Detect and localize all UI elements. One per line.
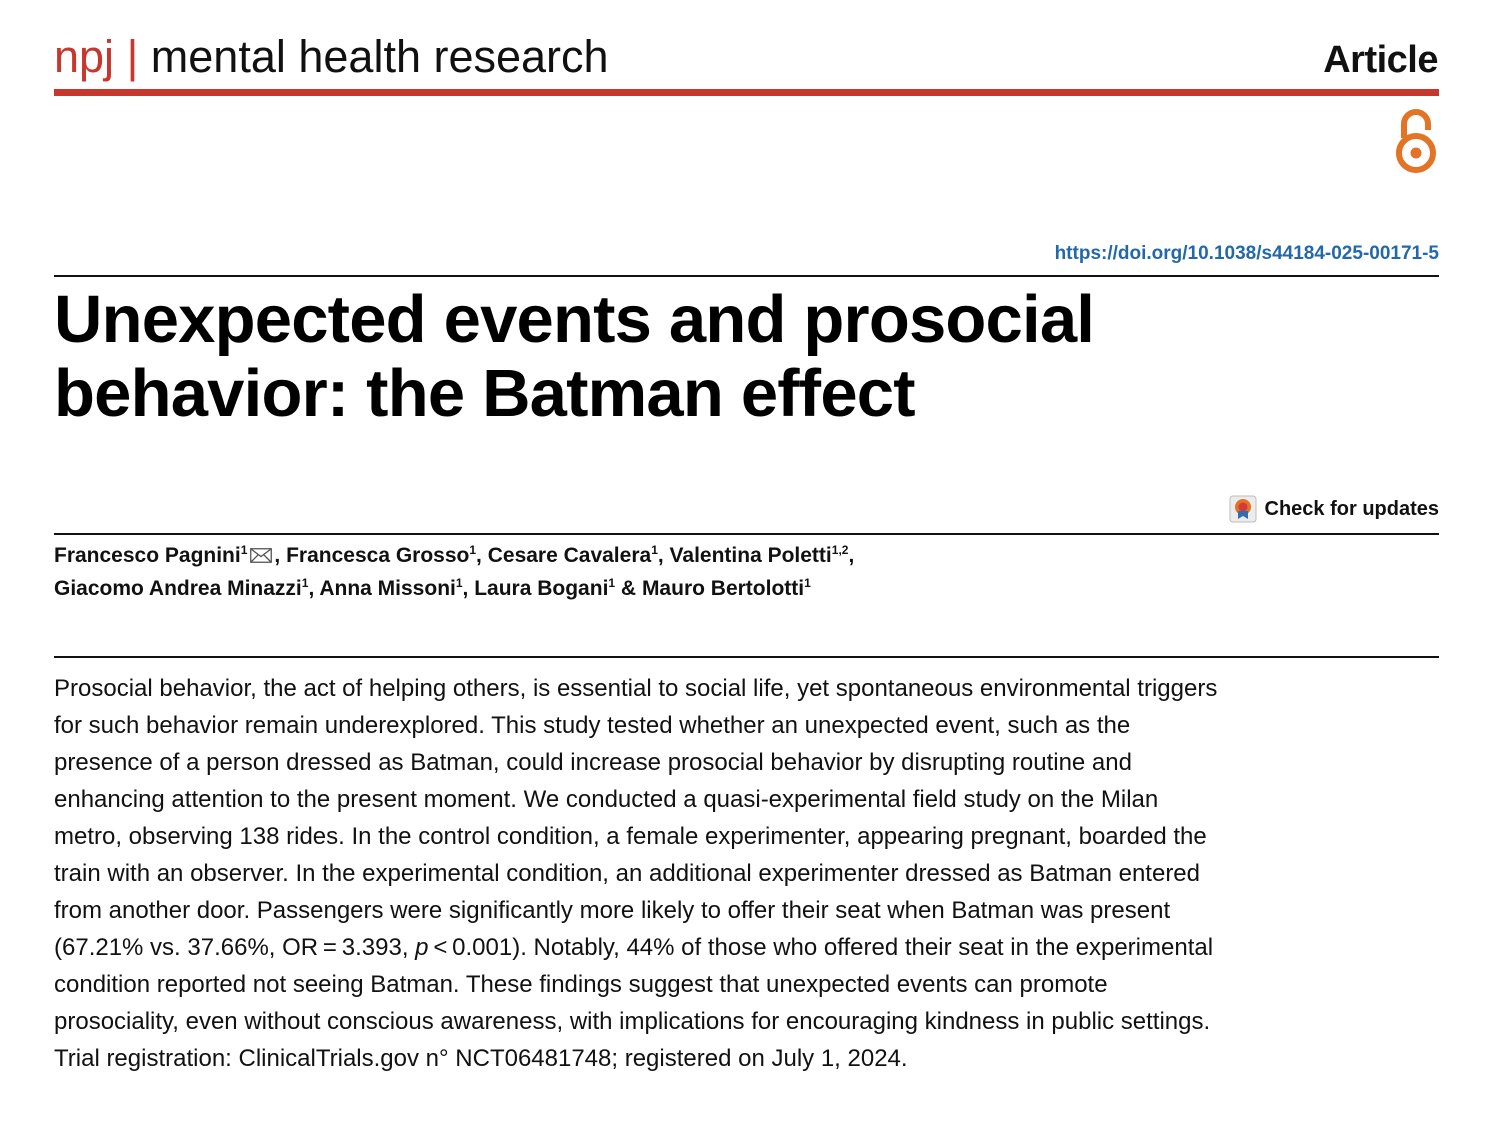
affiliation-mark: 1	[240, 543, 248, 557]
author-separator: &	[615, 577, 642, 600]
check-for-updates-label: Check for updates	[1264, 497, 1439, 520]
author-list	[54, 539, 1354, 605]
crossmark-icon	[1229, 495, 1257, 523]
article-title	[54, 283, 1354, 431]
abstract-part-1: Prosocial behavior, the act of helping others, is essential to social life, yet spontaneous environmental triggers for such behavior remain underexplored. This study tested whether an unexpected event, such as the presence of a person dressed as Batman, could increase prosocial behavior by disrupting routine and enhancing attention to the present moment. We conducted a quasi-experimental field study on the Milan metro, observing 138 rides. In the control condition, a female experimenter, appearing pregnant, boarded the train with an observer. In the experimental condition, an additional experimenter dressed as Batman entered from another door. Passengers were significantly more likely to offer their seat when Batman was present (67.21% vs. 37.66%, OR = 3.393,	[54, 675, 1218, 961]
affiliation-mark: 1,2	[831, 543, 849, 557]
title-line-2: behavior: the Batman effect	[54, 356, 915, 431]
open-access-lock-icon	[1393, 106, 1439, 174]
header-rule	[54, 89, 1439, 96]
author-name[interactable]: Giacomo Andrea Minazzi	[54, 577, 302, 600]
check-for-updates-button[interactable]	[1229, 495, 1439, 523]
journal-name[interactable]	[54, 30, 609, 84]
article-type-label: Article	[1323, 39, 1438, 81]
author-separator: ,	[476, 544, 488, 567]
author-name[interactable]: Mauro Bertolotti	[641, 577, 805, 600]
affiliation-mark: 1	[608, 576, 616, 590]
doi-link[interactable]: https://doi.org/10.1038/s44184-025-00171-5	[1054, 243, 1439, 264]
author-separator: ,	[462, 577, 475, 600]
affiliation-mark: 1	[301, 576, 309, 590]
email-icon[interactable]	[250, 548, 272, 563]
abstract-text	[54, 670, 1219, 1077]
affiliation-mark: 1	[804, 576, 811, 590]
p-value-symbol: p	[415, 934, 429, 961]
author-name[interactable]: Anna Missoni	[319, 577, 456, 600]
journal-separator: |	[126, 31, 139, 82]
author-separator: ,	[657, 544, 670, 567]
divider-rule	[54, 275, 1439, 277]
affiliation-mark: 1	[455, 576, 463, 590]
author-separator: ,	[274, 544, 287, 567]
author-name[interactable]: Valentina Poletti	[669, 544, 832, 567]
affiliation-mark: 1	[651, 543, 658, 557]
author-name[interactable]: Francesco Pagnini	[54, 544, 241, 567]
author-separator: ,	[848, 544, 855, 567]
affiliation-mark: 1	[469, 543, 477, 557]
journal-title: mental health research	[150, 31, 609, 82]
divider-rule	[54, 656, 1439, 658]
divider-rule	[54, 533, 1439, 535]
journal-brand: npj	[54, 31, 115, 82]
author-name[interactable]: Cesare Cavalera	[487, 544, 652, 567]
author-separator: ,	[308, 577, 320, 600]
abstract	[54, 670, 1219, 1077]
author-name[interactable]: Laura Bogani	[474, 577, 609, 600]
title-line-1: Unexpected events and prosocial	[54, 282, 1095, 357]
abstract-part-2: < 0.001). Notably, 44% of those who offered their seat in the experimental condition reported not seeing Batman. These findings suggest that unexpected events can promote prosociality, even without conscious awareness, with implications for encouraging kindness in public settings. Trial registration: ClinicalTrials.gov n° NCT06481748; registered on July 1, 2024.	[54, 934, 1214, 1072]
author-name[interactable]: Francesca Grosso	[286, 544, 470, 567]
